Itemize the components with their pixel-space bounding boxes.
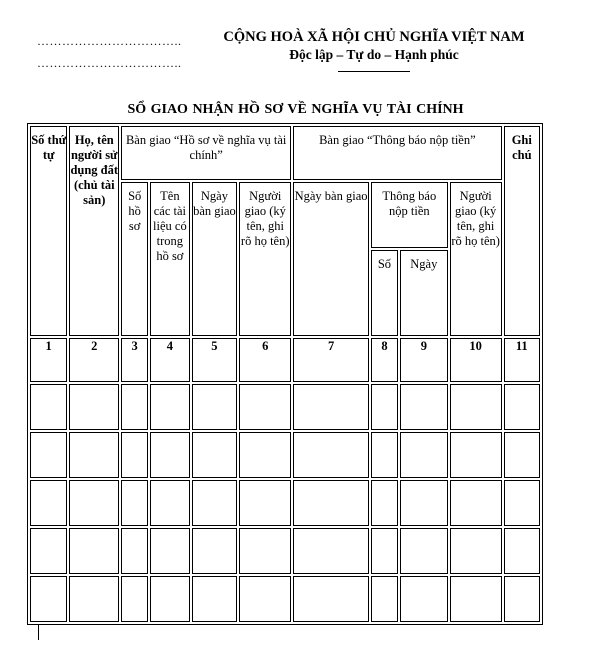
column-number: 9 (400, 338, 448, 382)
empty-cell[interactable] (450, 384, 502, 430)
empty-cell[interactable] (192, 576, 238, 622)
empty-cell[interactable] (504, 384, 540, 430)
empty-cell[interactable] (293, 528, 369, 574)
header-ghi-chu: Ghi chú (504, 126, 540, 336)
header-so: Số (371, 250, 398, 336)
header-nguoi-giao-1: Người giao (ký tên, ghi rõ họ tên) (239, 182, 291, 336)
empty-cell[interactable] (150, 432, 189, 478)
empty-cell[interactable] (69, 576, 119, 622)
empty-cell[interactable] (69, 432, 119, 478)
empty-cell[interactable] (150, 480, 189, 526)
nation-name: CỘNG HOÀ XÃ HỘI CHỦ NGHĨA VIỆT NAM (223, 29, 525, 45)
column-number: 7 (293, 338, 369, 382)
empty-cell[interactable] (121, 576, 148, 622)
empty-cell[interactable] (400, 480, 448, 526)
empty-cell[interactable] (400, 528, 448, 574)
empty-cell[interactable] (150, 528, 189, 574)
empty-cell[interactable] (504, 576, 540, 622)
motto-underline (338, 71, 410, 72)
column-number: 10 (450, 338, 502, 382)
table-row (30, 576, 540, 622)
empty-cell[interactable] (293, 480, 369, 526)
agency-name-placeholder: …………………………….. (37, 34, 182, 48)
empty-cell[interactable] (192, 528, 238, 574)
empty-cell[interactable] (30, 384, 67, 430)
empty-cell[interactable] (239, 480, 291, 526)
empty-cell[interactable] (192, 384, 238, 430)
header-ngay-ban-giao: Ngày bàn giao (192, 182, 238, 336)
empty-cell[interactable] (371, 576, 398, 622)
table-row (30, 384, 540, 430)
empty-cell[interactable] (371, 432, 398, 478)
header-nguoi-giao-2: Người giao (ký tên, ghi rõ họ tên) (450, 182, 502, 336)
header-ten-tai-lieu: Tên các tài liệu có trong hồ sơ (150, 182, 189, 336)
header-ngay-ban-giao-2: Ngày bàn giao (293, 182, 369, 336)
empty-cell[interactable] (69, 384, 119, 430)
empty-cell[interactable] (504, 432, 540, 478)
empty-cell[interactable] (69, 528, 119, 574)
empty-cell[interactable] (504, 480, 540, 526)
empty-cell[interactable] (192, 432, 238, 478)
column-number-row (30, 338, 540, 382)
empty-cell[interactable] (30, 576, 67, 622)
empty-cell[interactable] (192, 480, 238, 526)
header-group-thong-bao: Bàn giao “Thông báo nộp tiền” (293, 126, 501, 180)
table-row (30, 528, 540, 574)
empty-cell[interactable] (150, 576, 189, 622)
empty-cell[interactable] (371, 528, 398, 574)
empty-cell[interactable] (30, 528, 67, 574)
column-number: 5 (192, 338, 238, 382)
header-subgroup-thong-bao: Thông báo nộp tiền (371, 182, 448, 248)
empty-cell[interactable] (239, 384, 291, 430)
empty-cell[interactable] (293, 384, 369, 430)
empty-cell[interactable] (293, 576, 369, 622)
empty-cell[interactable] (121, 480, 148, 526)
header-stt: Số thứ tự (30, 126, 67, 336)
column-number: 11 (504, 338, 540, 382)
empty-cell[interactable] (450, 576, 502, 622)
column-number: 1 (30, 338, 67, 382)
empty-cell[interactable] (371, 384, 398, 430)
column-number: 8 (371, 338, 398, 382)
table-row (30, 432, 540, 478)
empty-cell[interactable] (239, 576, 291, 622)
empty-cell[interactable] (121, 528, 148, 574)
empty-cell[interactable] (239, 432, 291, 478)
empty-cell[interactable] (30, 432, 67, 478)
empty-cell[interactable] (504, 528, 540, 574)
column-number: 6 (239, 338, 291, 382)
table-row (30, 480, 540, 526)
column-number: 2 (69, 338, 119, 382)
empty-cell[interactable] (371, 480, 398, 526)
document-number-placeholder: …………………………….. (37, 56, 182, 70)
text-cursor (38, 624, 39, 640)
empty-cell[interactable] (400, 576, 448, 622)
empty-cell[interactable] (239, 528, 291, 574)
empty-cell[interactable] (121, 384, 148, 430)
column-number: 4 (150, 338, 189, 382)
ledger-table (27, 123, 543, 625)
empty-cell[interactable] (400, 432, 448, 478)
header-user-name: Họ, tên người sử dụng đất (chủ tài sản) (69, 126, 119, 336)
empty-cell[interactable] (450, 432, 502, 478)
page-title: SỔ GIAO NHẬN HỒ SƠ VỀ NGHĨA VỤ TÀI CHÍNH (127, 102, 464, 117)
empty-cell[interactable] (400, 384, 448, 430)
header-ngay: Ngày (400, 250, 448, 336)
header-group-ho-so: Bàn giao “Hồ sơ về nghĩa vụ tài chính” (121, 126, 291, 180)
header-so-ho-so: Số hồ sơ (121, 182, 148, 336)
empty-cell[interactable] (30, 480, 67, 526)
empty-cell[interactable] (150, 384, 189, 430)
empty-cell[interactable] (450, 528, 502, 574)
empty-cell[interactable] (69, 480, 119, 526)
column-number: 3 (121, 338, 148, 382)
national-motto: Độc lập – Tự do – Hạnh phúc (289, 47, 459, 62)
empty-cell[interactable] (293, 432, 369, 478)
empty-cell[interactable] (450, 480, 502, 526)
empty-cell[interactable] (121, 432, 148, 478)
